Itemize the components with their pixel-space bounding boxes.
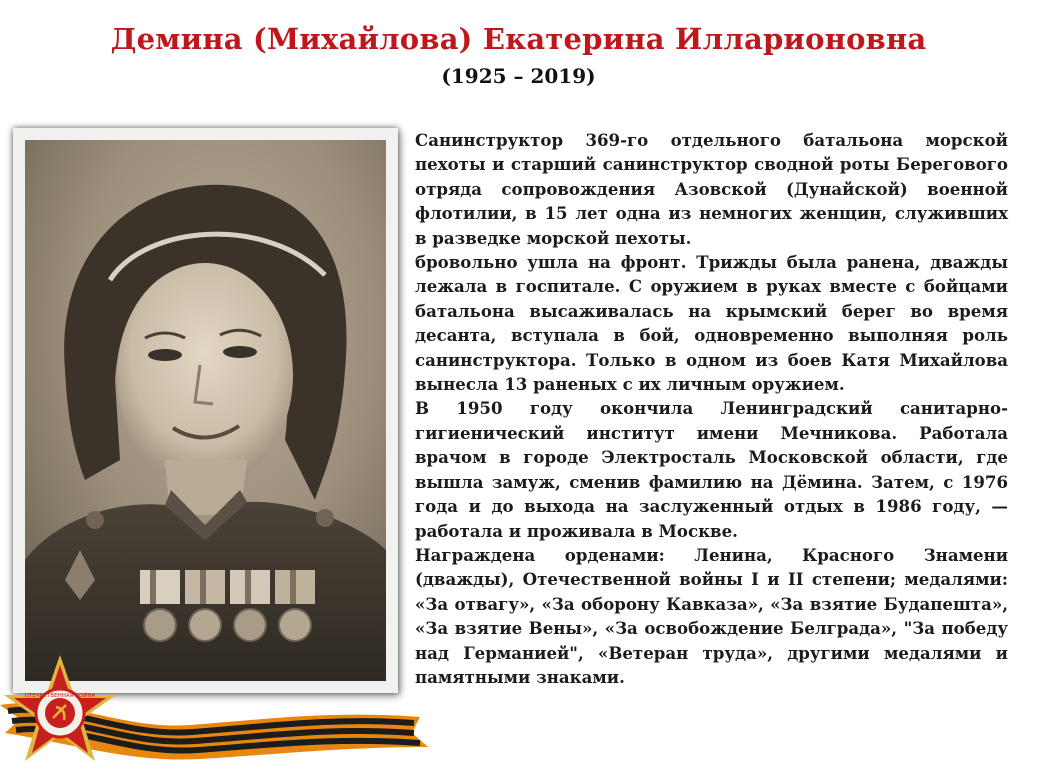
bio-paragraph: Награждена орденами: Ленина, Красного Знамени (дважды), Отечественной войны I и II степени; медалями: «За отвагу», «За оборону Кавказа», «За взятие Будапешта», «За взятие Вены», «За освобождение Белграда», "За победу над Германией", «Ветеран труда», другими медалями и памятными знаками.	[415, 544, 1008, 687]
bio-paragraph: В 1950 году окончила Ленинградский санитарно-гигиенический институт имени Мечникова. Работала врачом в городе Электросталь Московской области, где вышла замуж, сменив фамилию на Дёмина. Затем, с 1976 года и до выхода на заслуженный отдых в 1986 году, — работала и проживала в Москве.	[415, 398, 1008, 541]
bio-paragraph: Санинструктор 369-го отдельного батальона морской пехоты и старший санинструктор сводной роты Берегового отряда сопровождения Азовской (Дунайской) военной флотилии, в 15 лет одна из немногих женщин, служивших в разведке морской пехоты.	[415, 130, 1008, 248]
portrait-photo	[25, 140, 386, 681]
portrait-image	[25, 140, 386, 681]
st-george-ribbon-decoration	[0, 655, 430, 780]
life-years: (1925 – 2019)	[441, 64, 596, 88]
page-title: Демина (Михайлова) Екатерина Илларионовна	[110, 22, 927, 56]
ribbon-emblem-graphic	[0, 655, 430, 776]
portrait-frame	[13, 128, 398, 693]
emblem-ring-text: ОТЕЧЕСТВЕННАЯ ВОЙНА	[24, 693, 96, 699]
bio-paragraph: бровольно ушла на фронт. Трижды была ранена, дважды лежала в госпитале. С оружием в руках вместе с бойцами батальона высаживалась на крымский берег во время десанта, вступала в бой, одновременно выполняя роль санинструктора. Только в одном из боев Катя Михайлова вынесла 13 раненых с их личным оружием.	[415, 252, 1008, 395]
biography-text	[415, 128, 1008, 689]
